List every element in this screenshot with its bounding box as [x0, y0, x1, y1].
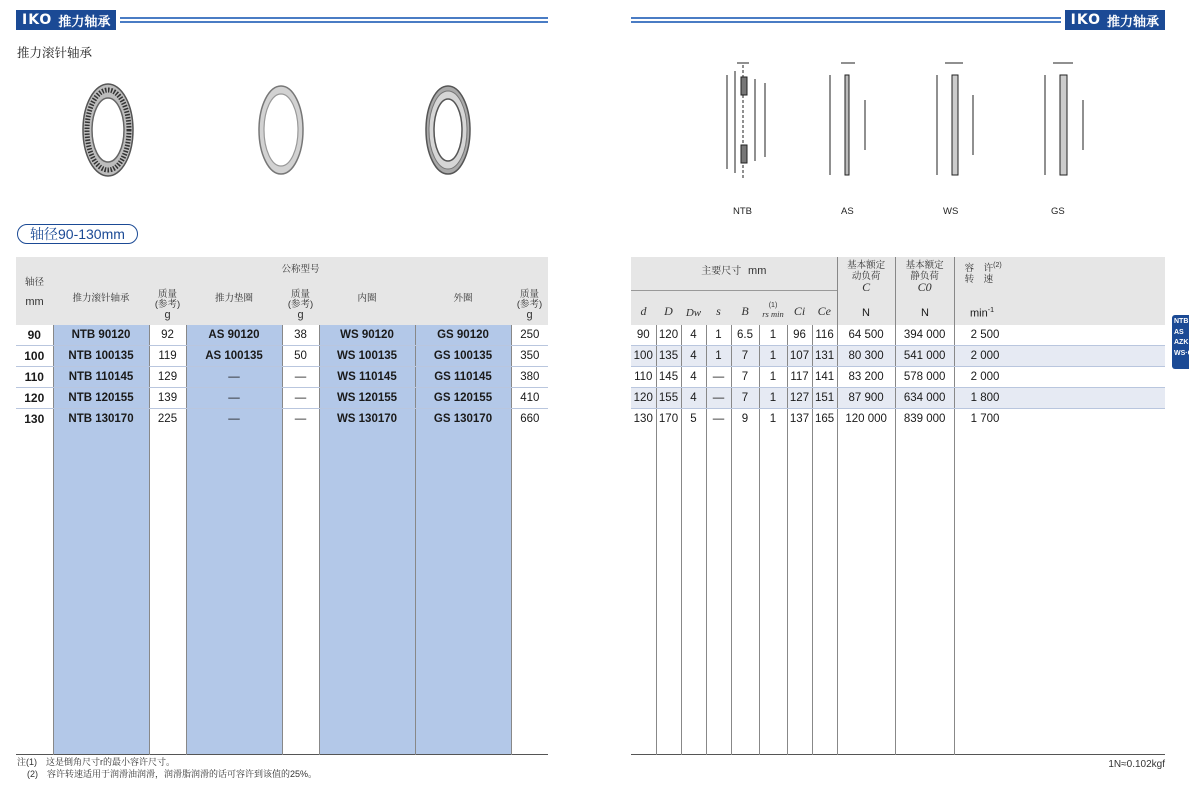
- unit-min-label: min: [970, 307, 988, 320]
- shaft-label: 轴径: [24, 277, 44, 288]
- unit-min: [970, 307, 994, 320]
- col-header-as-mass: [282, 290, 319, 325]
- cell-Dw: 5: [681, 408, 706, 429]
- cell-d: 130: [633, 412, 653, 425]
- cell-rs: 1: [759, 325, 787, 346]
- dimension-table: [631, 257, 1165, 755]
- cell-Ci: 117: [787, 367, 812, 388]
- cell-as: —: [186, 367, 282, 388]
- col-Dw: Dw: [681, 290, 706, 325]
- header-rule: [120, 17, 548, 23]
- col-header-ntb: 推力滚针轴承: [53, 290, 149, 325]
- cell-Dw: 4: [681, 387, 706, 408]
- col-header-as: 推力垫圈: [186, 290, 282, 325]
- cell-shaft: 100: [16, 346, 53, 367]
- col-header-ntb-mass: [149, 290, 186, 325]
- cell-ntb-mass: 139: [149, 387, 186, 408]
- cell-ws: WS 110145: [319, 367, 415, 388]
- cell-Dw: 4: [681, 346, 706, 367]
- cell-gs-mass: 410: [511, 387, 548, 408]
- unit-min-exp: -1: [987, 307, 994, 314]
- cell-rs: 1: [759, 408, 787, 429]
- cell-ws: WS 130170: [319, 408, 415, 429]
- col-Ci: Ci: [787, 290, 812, 325]
- cell-D: 145: [656, 367, 681, 388]
- col-B: B: [731, 290, 759, 325]
- header-rule: [631, 17, 1061, 23]
- cell-gs: GS 90120: [415, 325, 511, 346]
- col-d: d: [631, 290, 656, 325]
- cell-d: 120: [631, 387, 656, 408]
- cell-Ce: 116: [812, 325, 837, 346]
- shaft-unit: mm: [25, 296, 44, 308]
- table-row: [16, 387, 548, 408]
- cell-ntb: NTB 110145: [53, 367, 149, 388]
- cell-Ci: 96: [787, 325, 812, 346]
- table-filler: [16, 429, 548, 755]
- cell-D: 170: [656, 408, 681, 429]
- cell-C0: 578 000: [895, 367, 954, 388]
- mass-label: 质量: [157, 289, 177, 300]
- cell-Ci: 127: [787, 387, 812, 408]
- mass-label: 质量: [290, 289, 310, 300]
- cell-rs: 1: [759, 367, 787, 388]
- ntb-bearing-photo: [80, 80, 136, 180]
- table-row: [631, 325, 1165, 346]
- col-header-gs: 外圈: [415, 290, 511, 325]
- cell-gs: GS 100135: [415, 346, 511, 367]
- size-range-pill: 轴径90-130mm: [17, 224, 138, 244]
- cell-speed: 2 000: [954, 367, 1165, 388]
- header-title: 推力轴承: [58, 13, 111, 29]
- cell-rs: 1: [759, 387, 787, 408]
- cell-C0: 839 000: [895, 408, 954, 429]
- cell-gs-mass: 380: [511, 367, 548, 388]
- cell-D: 120: [656, 325, 681, 346]
- cell-Ce: 151: [812, 387, 837, 408]
- cell-as-mass: 38: [282, 325, 319, 346]
- mass-label: 质量: [520, 289, 540, 300]
- cell-shaft: 120: [16, 387, 53, 408]
- main-dims-label: 主要尺寸: [701, 266, 742, 277]
- dyn-load-line1: 基本额定: [847, 260, 886, 271]
- cell-as: AS 100135: [186, 346, 282, 367]
- stat-load-line2: 静负荷: [910, 271, 939, 282]
- note1-text: 这是倒角尺寸r的最小容许尺寸。: [46, 757, 176, 767]
- mass-unit: g: [526, 309, 533, 321]
- cell-as: AS 90120: [186, 325, 282, 346]
- mass-unit: g: [164, 309, 171, 321]
- cell-ws: WS 90120: [319, 325, 415, 346]
- rs-note: (1): [768, 302, 778, 309]
- cell-as: —: [186, 408, 282, 429]
- cell-d: 90: [631, 325, 656, 346]
- cell-speed: 2 000: [954, 346, 1165, 367]
- as-washer-photo: [256, 82, 306, 178]
- speed-line2: 转 速: [964, 274, 994, 286]
- col-D: D: [656, 290, 681, 325]
- note1-prefix: 注(1): [17, 757, 37, 767]
- cell-D: 135: [656, 346, 681, 367]
- note2-prefix: (2): [27, 768, 38, 779]
- side-tab-as: AS: [1174, 328, 1184, 336]
- table-row: [631, 367, 1165, 388]
- cell-s: 1: [706, 346, 731, 367]
- cell-Ce: 165: [812, 408, 837, 429]
- footnotes: [17, 757, 317, 780]
- page-header-left: [16, 10, 548, 30]
- cell-as-mass: —: [282, 367, 319, 388]
- cell-speed: 2 500: [954, 325, 1165, 346]
- unit-N-dyn: N: [862, 307, 870, 319]
- table-row: [16, 346, 548, 367]
- cell-Ci: 137: [787, 408, 812, 429]
- cell-Dw: 4: [681, 325, 706, 346]
- cell-Ce: 141: [812, 367, 837, 388]
- iko-logo: IKO: [1070, 12, 1101, 28]
- cell-B: 7: [731, 346, 759, 367]
- table-row: [16, 367, 548, 388]
- cell-speed: 1 800: [954, 387, 1165, 408]
- stat-symbol: C0: [917, 280, 932, 294]
- col-Ce: Ce: [812, 290, 837, 325]
- unit-N-stat: N: [921, 307, 929, 319]
- cell-C: 80 300: [837, 346, 895, 367]
- page-header-right: [631, 10, 1165, 30]
- speed-line1: 容 许: [964, 263, 994, 275]
- cell-gs-mass: 350: [511, 346, 548, 367]
- note2-text: 容许转速适用于润滑油润滑，润滑脂润滑的话可容许到该值的25%。: [47, 768, 318, 779]
- cell-ntb: NTB 90120: [53, 325, 149, 346]
- cell-ws: WS 100135: [319, 346, 415, 367]
- cell-ntb-mass: 129: [149, 367, 186, 388]
- cell-s: —: [706, 387, 731, 408]
- table-row: [16, 325, 548, 346]
- header-title: 推力轴承: [1106, 13, 1159, 29]
- diagram-label-ntb: NTB: [733, 206, 752, 217]
- cell-ntb: NTB 120155: [53, 387, 149, 408]
- table-row: [631, 387, 1165, 408]
- cell-C0: 634 000: [895, 387, 954, 408]
- cell-Ci: 107: [787, 346, 812, 367]
- cell-ntb-mass: 225: [149, 408, 186, 429]
- side-tab-ntb: NTB: [1174, 318, 1189, 325]
- cell-Dw: 4: [681, 367, 706, 388]
- brand-badge-left: [16, 10, 116, 30]
- cell-C0: 394 000: [895, 325, 954, 346]
- col-s: s: [706, 290, 731, 325]
- section-subtitle: 推力滚针轴承: [17, 46, 93, 60]
- cell-ntb: NTB 130170: [53, 408, 149, 429]
- dyn-symbol: C: [862, 280, 871, 294]
- cell-C: 87 900: [837, 387, 895, 408]
- cell-shaft: 130: [24, 411, 45, 426]
- cell-C: 83 200: [837, 367, 895, 388]
- main-dims-unit: mm: [748, 265, 767, 277]
- cell-gs-mass: 660: [511, 408, 548, 429]
- ws-ring-photo: [423, 82, 473, 178]
- col-rs: [759, 290, 787, 325]
- cell-ws: WS 120155: [319, 387, 415, 408]
- table-row: [631, 408, 1165, 429]
- cell-s: 1: [706, 325, 731, 346]
- table-row: [631, 346, 1165, 367]
- main-dims-header: [631, 257, 837, 290]
- cell-B: 7: [731, 387, 759, 408]
- cell-C0: 541 000: [895, 346, 954, 367]
- stat-load-line1: 基本额定: [905, 260, 944, 271]
- cell-ntb-mass: 119: [149, 346, 186, 367]
- cell-as: —: [186, 387, 282, 408]
- unit-conversion: 1N≈0.102kgf: [1108, 759, 1165, 770]
- mass-ref: (参考): [287, 299, 314, 310]
- cell-speed: 1 700: [954, 408, 1165, 429]
- brand-badge-right: [1065, 10, 1165, 30]
- side-tab-azk: AZK: [1174, 339, 1189, 346]
- col-header-shaft: [16, 257, 53, 325]
- side-index-tab[interactable]: [1172, 315, 1198, 369]
- part-number-table: [16, 257, 548, 755]
- cell-B: 6.5: [731, 325, 759, 346]
- cell-C: 120 000: [837, 408, 895, 429]
- cell-d: 100: [631, 346, 656, 367]
- cell-gs-mass: 250: [511, 325, 548, 346]
- table-filler: [631, 429, 1165, 755]
- cell-B: 7: [731, 367, 759, 388]
- col-header-gs-mass: [511, 290, 548, 325]
- cell-as-mass: —: [282, 408, 319, 429]
- dimension-drawings: [705, 55, 1165, 190]
- col-header-ws: 内圈: [319, 290, 415, 325]
- mass-ref: (参考): [154, 299, 181, 310]
- mass-unit: g: [297, 309, 304, 321]
- cell-ntb: NTB 100135: [53, 346, 149, 367]
- cell-s: —: [706, 367, 731, 388]
- cell-s: —: [706, 408, 731, 429]
- speed-note: (2): [993, 262, 1002, 269]
- cell-gs: GS 110145: [415, 367, 511, 388]
- cell-shaft: 90: [16, 325, 53, 346]
- cell-C: 64 500: [837, 325, 895, 346]
- cell-B: 9: [731, 408, 759, 429]
- cell-ntb-mass: 92: [149, 325, 186, 346]
- cell-rs: 1: [759, 346, 787, 367]
- group-header: 公称型号: [53, 257, 548, 290]
- mass-ref: (参考): [516, 299, 543, 310]
- rs-label: rs min: [762, 309, 784, 319]
- table-row: [16, 408, 548, 429]
- cell-D: 155: [656, 387, 681, 408]
- cell-shaft: 110: [16, 367, 53, 388]
- cell-gs: GS 130170: [415, 408, 511, 429]
- dyn-load-line2: 动负荷: [851, 271, 881, 282]
- cell-d: 110: [631, 367, 656, 388]
- iko-logo: IKO: [22, 12, 53, 28]
- side-tab-ws-gs: WS·GS: [1174, 349, 1198, 357]
- cell-as-mass: 50: [282, 346, 319, 367]
- cell-Ce: 131: [812, 346, 837, 367]
- diagram-label-ws: WS: [943, 206, 959, 217]
- cell-as-mass: —: [282, 387, 319, 408]
- diagram-label-gs: GS: [1051, 206, 1065, 217]
- cell-gs: GS 120155: [415, 387, 511, 408]
- diagram-label-as: AS: [841, 206, 854, 217]
